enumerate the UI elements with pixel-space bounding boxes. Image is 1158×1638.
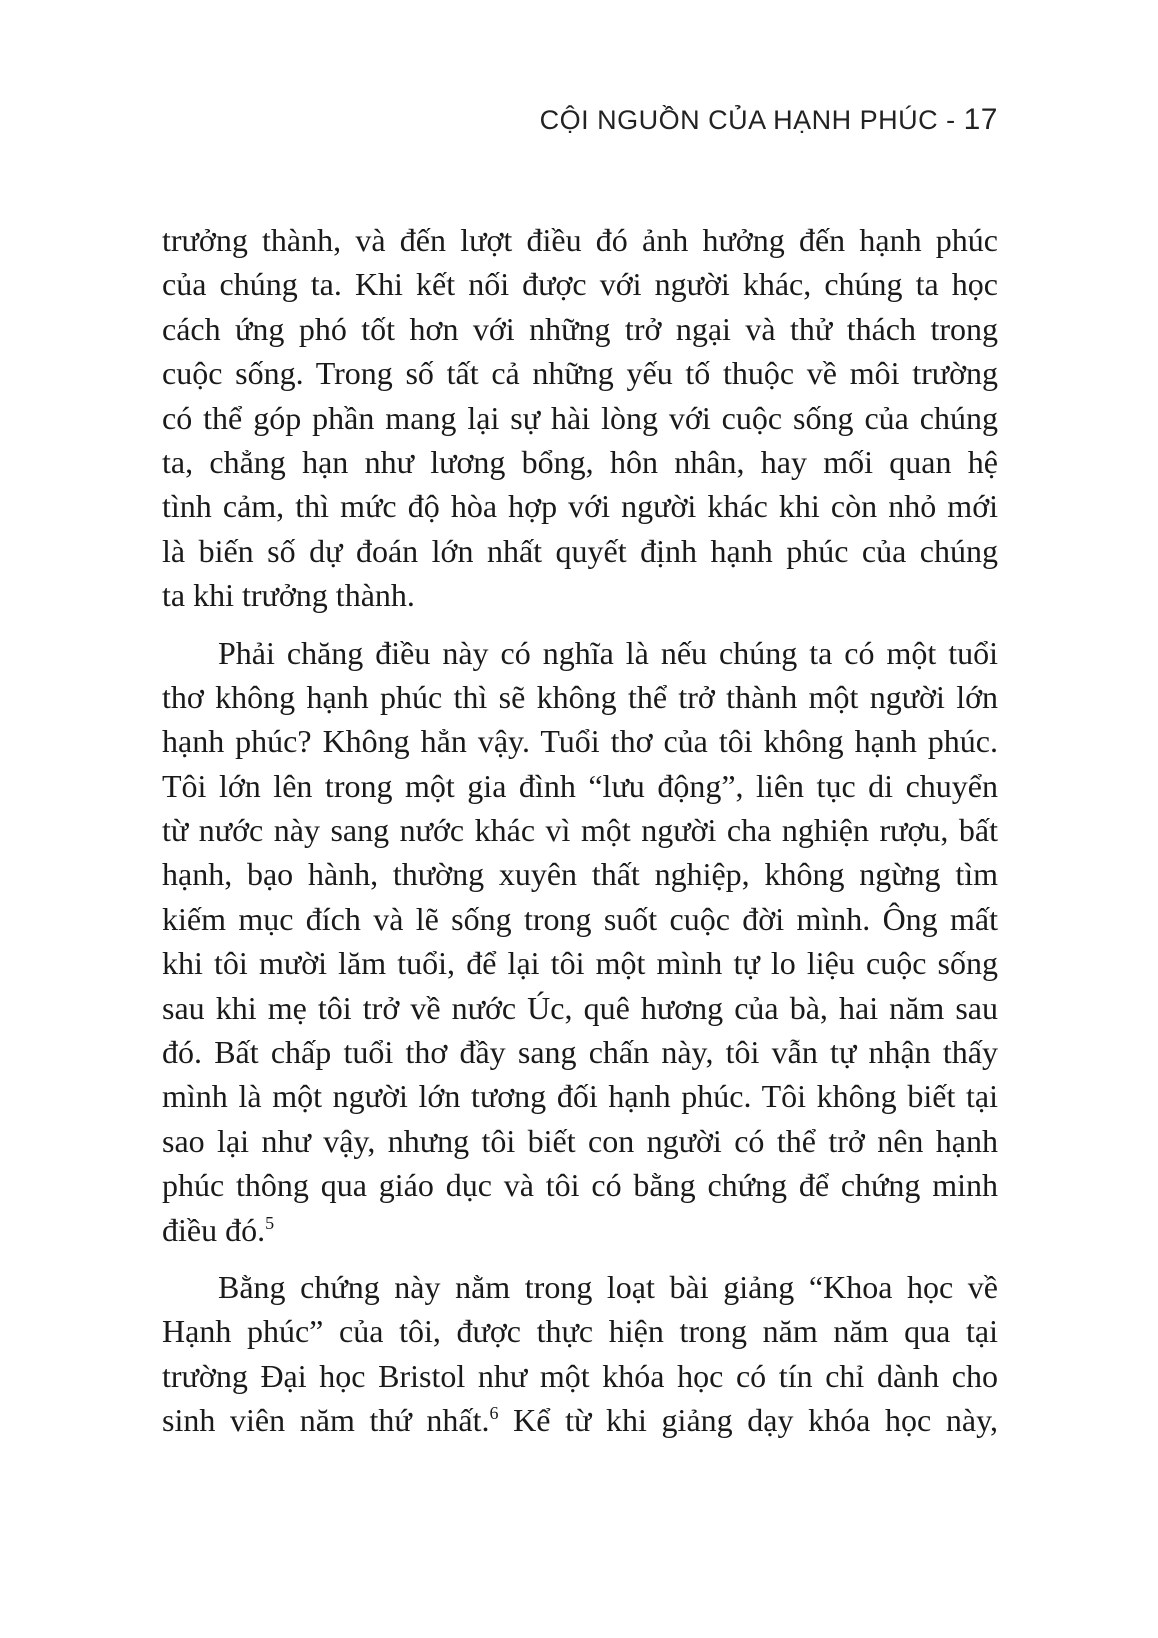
text-line-with-footnote (162, 1398, 998, 1442)
text-line: Bằng chứng này nằm trong loạt bài giảng “Khoa học về (218, 1268, 998, 1305)
text-line: mình là một người lớn tương đối hạnh phúc. Tôi không biết tại (162, 1078, 998, 1115)
text-fragment: Kể từ khi giảng dạy khóa học này, (498, 1402, 998, 1439)
paragraph-2 (162, 631, 998, 1252)
text-line: ta khi trưởng thành. (162, 577, 415, 614)
text-line: đó. Bất chấp tuổi thơ đầy sang chấn này, tôi vẫn tự nhận thấy (162, 1034, 998, 1071)
text-line: hạnh phúc? Không hẳn vậy. Tuổi thơ của tôi không hạnh phúc. (162, 723, 998, 760)
text-line: Tôi lớn lên trong một gia đình “lưu động”, liên tục di chuyển (162, 767, 998, 804)
chapter-title: CỘI NGUỒN CỦA HẠNH PHÚC (539, 105, 939, 135)
paragraph-3 (162, 1265, 998, 1443)
text-line: có thể góp phần mang lại sự hài lòng với cuộc sống của chúng (162, 399, 998, 436)
text-line: cuộc sống. Trong số tất cả những yếu tố thuộc về môi trường (162, 355, 998, 392)
text-line: Hạnh phúc” của tôi, được thực hiện trong năm năm qua tại (162, 1313, 998, 1350)
text-line: kiếm mục đích và lẽ sống trong suốt cuộc đời mình. Ông mất (162, 900, 998, 937)
text-line: là biến số dự đoán lớn nhất quyết định hạnh phúc của chúng (162, 532, 998, 569)
header-separator: - (938, 105, 964, 135)
text-line: trường Đại học Bristol như một khóa học có tín chỉ dành cho (162, 1357, 998, 1394)
text-line: Phải chăng điều này có nghĩa là nếu chúng ta có một tuổi (218, 634, 998, 671)
text-line: trưởng thành, và đến lượt điều đó ảnh hưởng đến hạnh phúc (162, 222, 998, 258)
text-line: từ nước này sang nước khác vì một người cha nghiện rượu, bất (162, 812, 998, 849)
text-line: thơ không hạnh phúc thì sẽ không thể trở thành một người lớn (162, 678, 998, 715)
text-line: khi tôi mười lăm tuổi, để lại tôi một mình tự lo liệu cuộc sống (162, 945, 998, 982)
text-line: cách ứng phó tốt hơn với những trở ngại và thử thách trong (162, 310, 998, 347)
text-line: hạnh, bạo hành, thường xuyên thất nghiệp, không ngừng tìm (162, 856, 998, 893)
text-fragment: sinh viên năm thứ nhất. (162, 1402, 490, 1439)
footnote-marker[interactable]: 5 (265, 1212, 275, 1233)
text-line: tình cảm, thì mức độ hòa hợp với người khác khi còn nhỏ mới (162, 488, 998, 525)
footnote-marker[interactable]: 6 (489, 1403, 499, 1424)
text-line-with-footnote (162, 1208, 998, 1252)
running-header (540, 103, 998, 137)
text-line: phúc thông qua giáo dục và tôi có bằng chứng để chứng minh (162, 1167, 998, 1204)
text-line: ta, chẳng hạn như lương bổng, hôn nhân, hay mối quan hệ (162, 443, 998, 480)
text-line: sau khi mẹ tôi trở về nước Úc, quê hương của bà, hai năm sau (162, 989, 998, 1026)
text-line: của chúng ta. Khi kết nối được với người khác, chúng ta học (162, 266, 998, 303)
page-number: 17 (963, 103, 998, 136)
text-fragment: điều đó. (162, 1211, 266, 1248)
body-text (162, 218, 998, 1443)
text-line: sao lại như vậy, nhưng tôi biết con người có thể trở nên hạnh (162, 1122, 998, 1159)
paragraph-1 (162, 218, 998, 618)
